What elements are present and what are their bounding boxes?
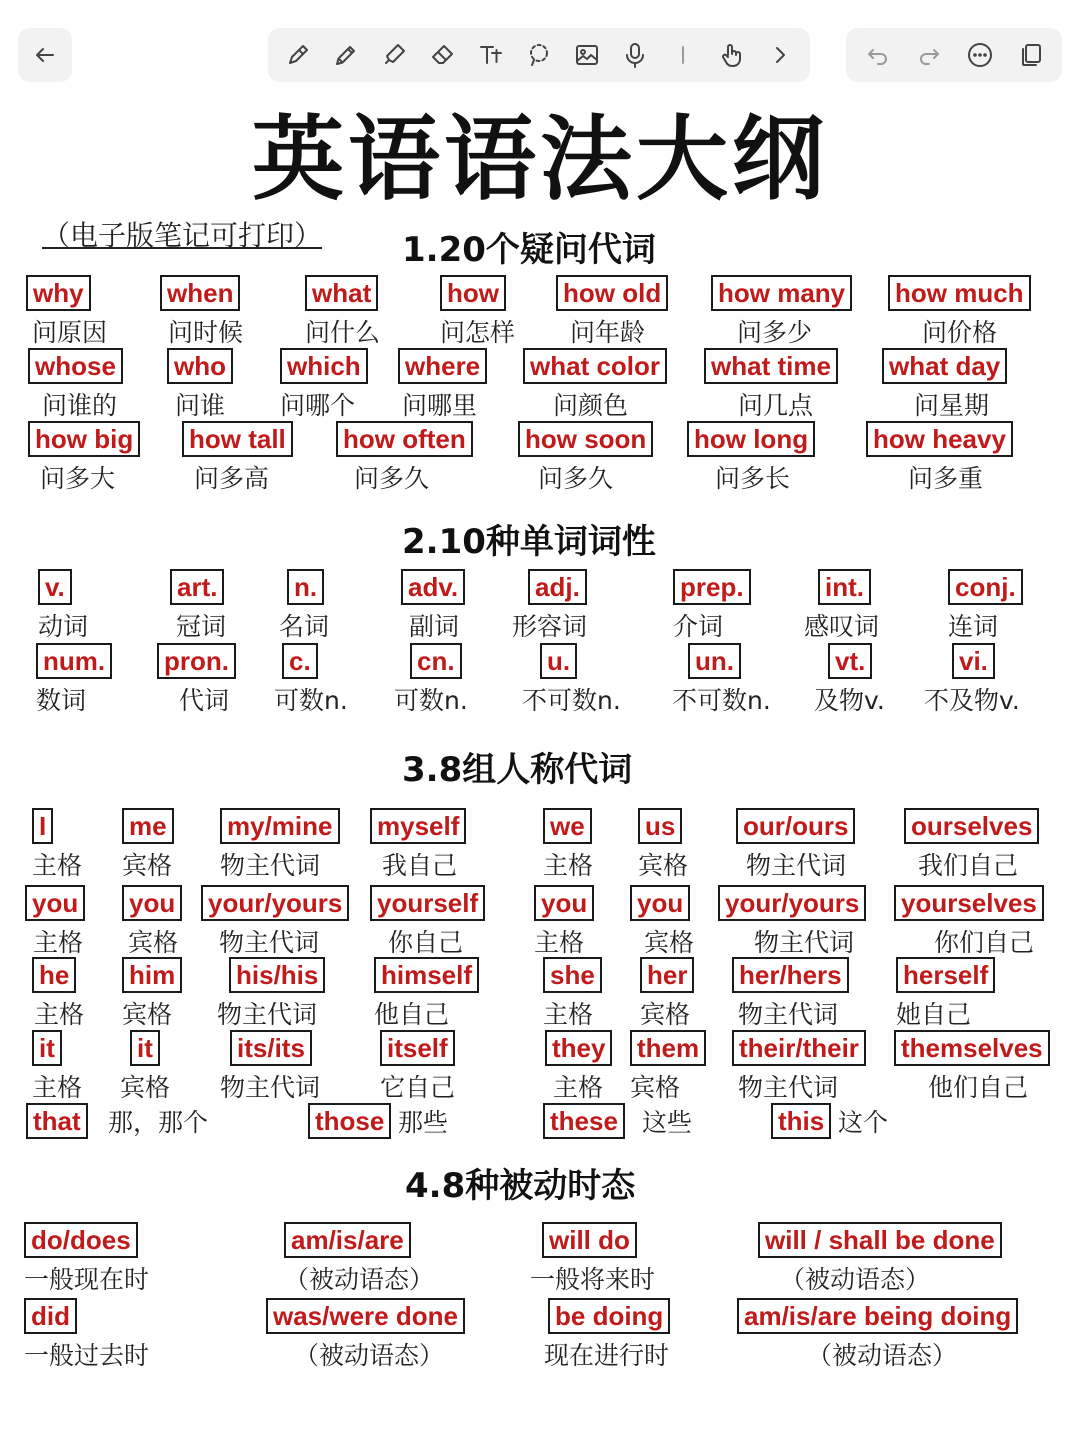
translation: 宾格 [640,1000,691,1029]
vocab-item [640,957,694,1031]
vocab-item [804,569,880,643]
pages-icon[interactable] [1014,38,1048,72]
translation: 问时候 [168,318,244,347]
translation: 你们自己 [934,928,1035,957]
word-box: you [122,885,182,921]
translation: （被动语态） [284,1265,435,1294]
word-box: you [25,885,85,921]
vocab-item [201,885,349,959]
vocab-item [28,421,140,495]
vocab-item [167,348,233,422]
word-box: these [543,1103,625,1139]
vocab-item [704,348,838,422]
tense-item [24,1298,149,1372]
word-box: itself [380,1030,455,1066]
word-box: that [26,1103,88,1139]
translation: 连词 [948,612,999,641]
translation: 你自己 [388,928,464,957]
vocab-item [374,957,479,1031]
vocab-item [638,808,688,882]
word-box: their/their [732,1030,866,1066]
word-box: he [32,957,76,993]
vocab-item [718,885,866,959]
demonstrative-item [26,1103,88,1139]
translation: 物主代词 [217,1000,318,1029]
vocab-item [217,957,325,1031]
page-title: 英语语法大纲 [251,106,828,213]
word-box: how long [687,421,815,457]
vocab-item [512,569,588,643]
word-box: how tall [182,421,293,457]
vocab-item [882,348,1007,422]
word-box: myself [370,808,466,844]
word-box: adv. [401,569,465,605]
translation: 感叹词 [804,612,880,641]
translation: 不可数n. [522,686,621,715]
word-box: yourselves [894,885,1044,921]
translation: 主格 [543,1000,594,1029]
word-box: those [308,1103,391,1139]
word-box: be doing [548,1298,670,1334]
section-1-title: 1.20个疑问代词 [402,230,656,270]
word-box: us [638,808,682,844]
pencil-icon[interactable] [329,38,363,72]
translation: 介词 [673,612,724,641]
vocab-item [924,643,1020,717]
more-icon[interactable] [963,38,997,72]
vocab-item [543,957,602,1031]
word-box: they [545,1030,612,1066]
vocab-item [522,643,621,717]
word-box: art. [170,569,224,605]
translation: 问怎样 [440,318,516,347]
word-box: how many [711,275,852,311]
translation: 物主代词 [754,928,855,957]
word-box: them [630,1030,706,1066]
vocab-item [380,1030,455,1104]
vocab-item [630,1030,706,1104]
vocab-item [122,808,174,882]
demonstrative-item [771,1103,831,1139]
vocab-item [534,885,594,959]
word-box: what color [523,348,667,384]
word-box: un. [688,643,741,679]
word-box: int. [818,569,871,605]
translation: 问多少 [737,318,813,347]
word-box: your/yours [201,885,349,921]
translation: 问原因 [32,318,108,347]
translation: 她自己 [896,1000,972,1029]
vocab-item [732,1030,866,1104]
translation: 问哪里 [402,391,478,420]
word-box: what day [882,348,1007,384]
translation: 宾格 [630,1073,681,1102]
vocab-item [370,885,485,959]
vocab-item [672,643,771,717]
tense-item [24,1222,149,1296]
word-box: my/mine [220,808,340,844]
word-box: himself [374,957,479,993]
word-box: cn. [410,643,462,679]
translation: 主格 [553,1073,604,1102]
translation: 它自己 [380,1073,456,1102]
translation: 数词 [36,686,87,715]
word-box: this [771,1103,831,1139]
word-box: who [167,348,233,384]
vocab-item [814,643,885,717]
word-box: him [122,957,182,993]
translation: 及物v. [814,686,885,715]
translation: 我自己 [382,851,458,880]
word-box: vi. [952,643,995,679]
vocab-item [220,808,340,882]
word-box: yourself [370,885,485,921]
section-2-title: 2.10种单词词性 [402,522,656,562]
translation: 不及物v. [924,686,1020,715]
translation: 问谁 [175,391,226,420]
translation: 形容词 [512,612,588,641]
vocab-item [711,275,852,349]
vocab-item [182,421,293,495]
translation: 代词 [179,686,230,715]
hand-touch-icon[interactable] [715,38,749,72]
pen-icon[interactable] [281,38,315,72]
translation: 物主代词 [220,851,321,880]
translation: 副词 [409,612,460,641]
translation: 不可数n. [672,686,771,715]
tense-item [758,1222,1002,1296]
translation: 一般过去时 [24,1341,150,1370]
word-box: themselves [894,1030,1050,1066]
translation: 一般将来时 [530,1265,656,1294]
word-box: what [305,275,378,311]
translation: 可数n. [394,686,468,715]
word-box: how [440,275,506,311]
translation: 宾格 [644,928,695,957]
translation: 问多久 [538,464,614,493]
translation: 宾格 [120,1073,171,1102]
tense-item [737,1298,1018,1372]
translation: （被动语态） [294,1341,445,1370]
vocab-item [948,569,1023,643]
word-box: do/does [24,1222,138,1258]
vocab-item [280,348,368,422]
translation: 问多大 [40,464,116,493]
word-box: c. [282,643,318,679]
word-box: it [130,1030,160,1066]
translation: 主格 [534,928,585,957]
section-4-title: 4.8种被动时态 [405,1166,636,1206]
word-box: me [122,808,174,844]
demonstrative-item [543,1103,625,1139]
translation: 这个 [838,1108,889,1137]
word-box: v. [38,569,72,605]
word-box: u. [540,643,577,679]
highlighter-icon[interactable] [377,38,411,72]
vocab-item [305,275,380,349]
translation: 冠词 [176,612,227,641]
translation: 问星期 [914,391,990,420]
word-box: vt. [828,643,872,679]
eraser-icon[interactable] [426,38,460,72]
word-box: adj. [528,569,587,605]
translation: 那，那个 [108,1108,209,1137]
vocab-item [523,348,667,422]
vocab-item [279,569,330,643]
vocab-item [157,643,236,717]
translation: 问颜色 [553,391,629,420]
vocab-item [518,421,653,495]
vocab-item [26,275,107,349]
microphone-icon[interactable] [618,38,652,72]
word-box: where [398,348,487,384]
vocab-item [736,808,855,882]
vocab-item [732,957,849,1031]
word-box: how often [336,421,473,457]
translation: 问年龄 [570,318,646,347]
translation: 他自己 [374,1000,450,1029]
word-box: she [543,957,602,993]
translation: 物主代词 [738,1000,839,1029]
translation: 问多重 [908,464,984,493]
translation: 宾格 [122,1000,173,1029]
word-box: we [543,808,592,844]
tense-item [266,1298,465,1372]
back-arrow-icon[interactable] [28,38,62,72]
vocab-item [543,808,593,882]
word-box: herself [896,957,995,993]
vocab-item [673,569,751,643]
word-box: whose [28,348,123,384]
translation: 物主代词 [738,1073,839,1102]
translation: 主格 [32,1073,83,1102]
vocab-item [687,421,815,495]
word-box: how soon [518,421,653,457]
word-box: will do [542,1222,637,1258]
vocab-item [545,1030,612,1104]
translation: 主格 [543,851,594,880]
word-box: you [630,885,690,921]
translation: 物主代词 [220,1073,321,1102]
word-box: how heavy [866,421,1013,457]
translation: （被动语态） [780,1265,931,1294]
word-box: her/hers [732,957,849,993]
translation: 一般现在时 [24,1265,150,1294]
word-box: our/ours [736,808,855,844]
translation: 宾格 [128,928,179,957]
history-toolbar [846,28,1062,82]
vocab-item [556,275,668,349]
chevron-right-icon[interactable] [763,38,797,72]
tense-item [530,1222,656,1296]
translation: 那些 [398,1108,449,1137]
vocab-item [120,1030,171,1104]
translation: 主格 [32,851,83,880]
word-box: prep. [673,569,751,605]
translation: 问哪个 [280,391,356,420]
word-box: ourselves [904,808,1039,844]
divider-icon [666,38,700,72]
vocab-item [440,275,515,349]
translation: 问几点 [738,391,814,420]
translation: 可数n. [274,686,348,715]
undo-icon[interactable] [861,38,895,72]
vocab-item [630,885,694,959]
translation: 物主代词 [219,928,320,957]
translation: 现在进行时 [544,1341,670,1370]
vocab-item [170,569,226,643]
vocab-item [894,1030,1050,1104]
vocab-item [36,643,112,717]
drawing-toolbar [268,28,810,82]
translation: 问多久 [354,464,430,493]
section-3-title: 3.8组人称代词 [402,750,633,790]
vocab-item [25,885,85,959]
translation: 主格 [34,1000,85,1029]
translation: 物主代词 [746,851,847,880]
vocab-item [398,348,487,422]
translation: 问谁的 [42,391,118,420]
vocab-item [38,569,88,643]
word-box: num. [36,643,112,679]
tense-item [284,1222,434,1296]
word-box: your/yours [718,885,866,921]
word-box: its/its [230,1030,312,1066]
vocab-item [220,1030,321,1104]
word-box: how much [888,275,1031,311]
word-box: was/were done [266,1298,465,1334]
translation: 问什么 [305,318,381,347]
word-box: what time [704,348,838,384]
word-box: when [160,275,240,311]
vocab-item [122,957,182,1031]
translation: 问多长 [715,464,791,493]
word-box: did [24,1298,77,1334]
translation: 名词 [279,612,330,641]
vocab-item [394,643,468,717]
redo-icon[interactable] [912,38,946,72]
translation: （被动语态） [807,1341,958,1370]
vocab-item [274,643,348,717]
vocab-item [904,808,1039,882]
word-box: how old [556,275,668,311]
vocab-item [370,808,466,882]
word-box: I [32,808,53,844]
vocab-item [336,421,473,495]
translation: 问价格 [922,318,998,347]
vocab-item [894,885,1044,959]
top-left-bar [18,28,72,82]
word-box: am/is/are [284,1222,411,1258]
translation: 这些 [642,1108,693,1137]
word-box: her [640,957,694,993]
word-box: conj. [948,569,1023,605]
vocab-item [888,275,1031,349]
vocab-item [896,957,995,1031]
vocab-item [32,957,84,1031]
vocab-item [866,421,1013,495]
translation: 宾格 [638,851,689,880]
vocab-item [122,885,182,959]
word-box: which [280,348,368,384]
image-icon[interactable] [570,38,604,72]
word-box: his/his [229,957,325,993]
vocab-item [160,275,243,349]
translation: 他们自己 [928,1073,1029,1102]
word-box: you [534,885,594,921]
printable-note: （电子版笔记可打印） [42,219,323,252]
vocab-item [28,348,123,422]
tense-item [544,1298,670,1372]
word-box: why [26,275,91,311]
translation: 主格 [33,928,84,957]
vocab-item [32,1030,82,1104]
vocab-item [401,569,465,643]
demonstrative-item [308,1103,391,1139]
word-box: am/is/are being doing [737,1298,1018,1334]
translation: 宾格 [122,851,173,880]
translation: 动词 [38,612,89,641]
word-box: it [32,1030,62,1066]
vocab-item [32,808,82,882]
word-box: how big [28,421,140,457]
text-tool-icon[interactable] [474,38,508,72]
word-box: n. [287,569,324,605]
translation: 我们自己 [918,851,1019,880]
word-box: pron. [157,643,236,679]
word-box: will / shall be done [758,1222,1002,1258]
lasso-icon[interactable] [522,38,556,72]
translation: 问多高 [194,464,270,493]
